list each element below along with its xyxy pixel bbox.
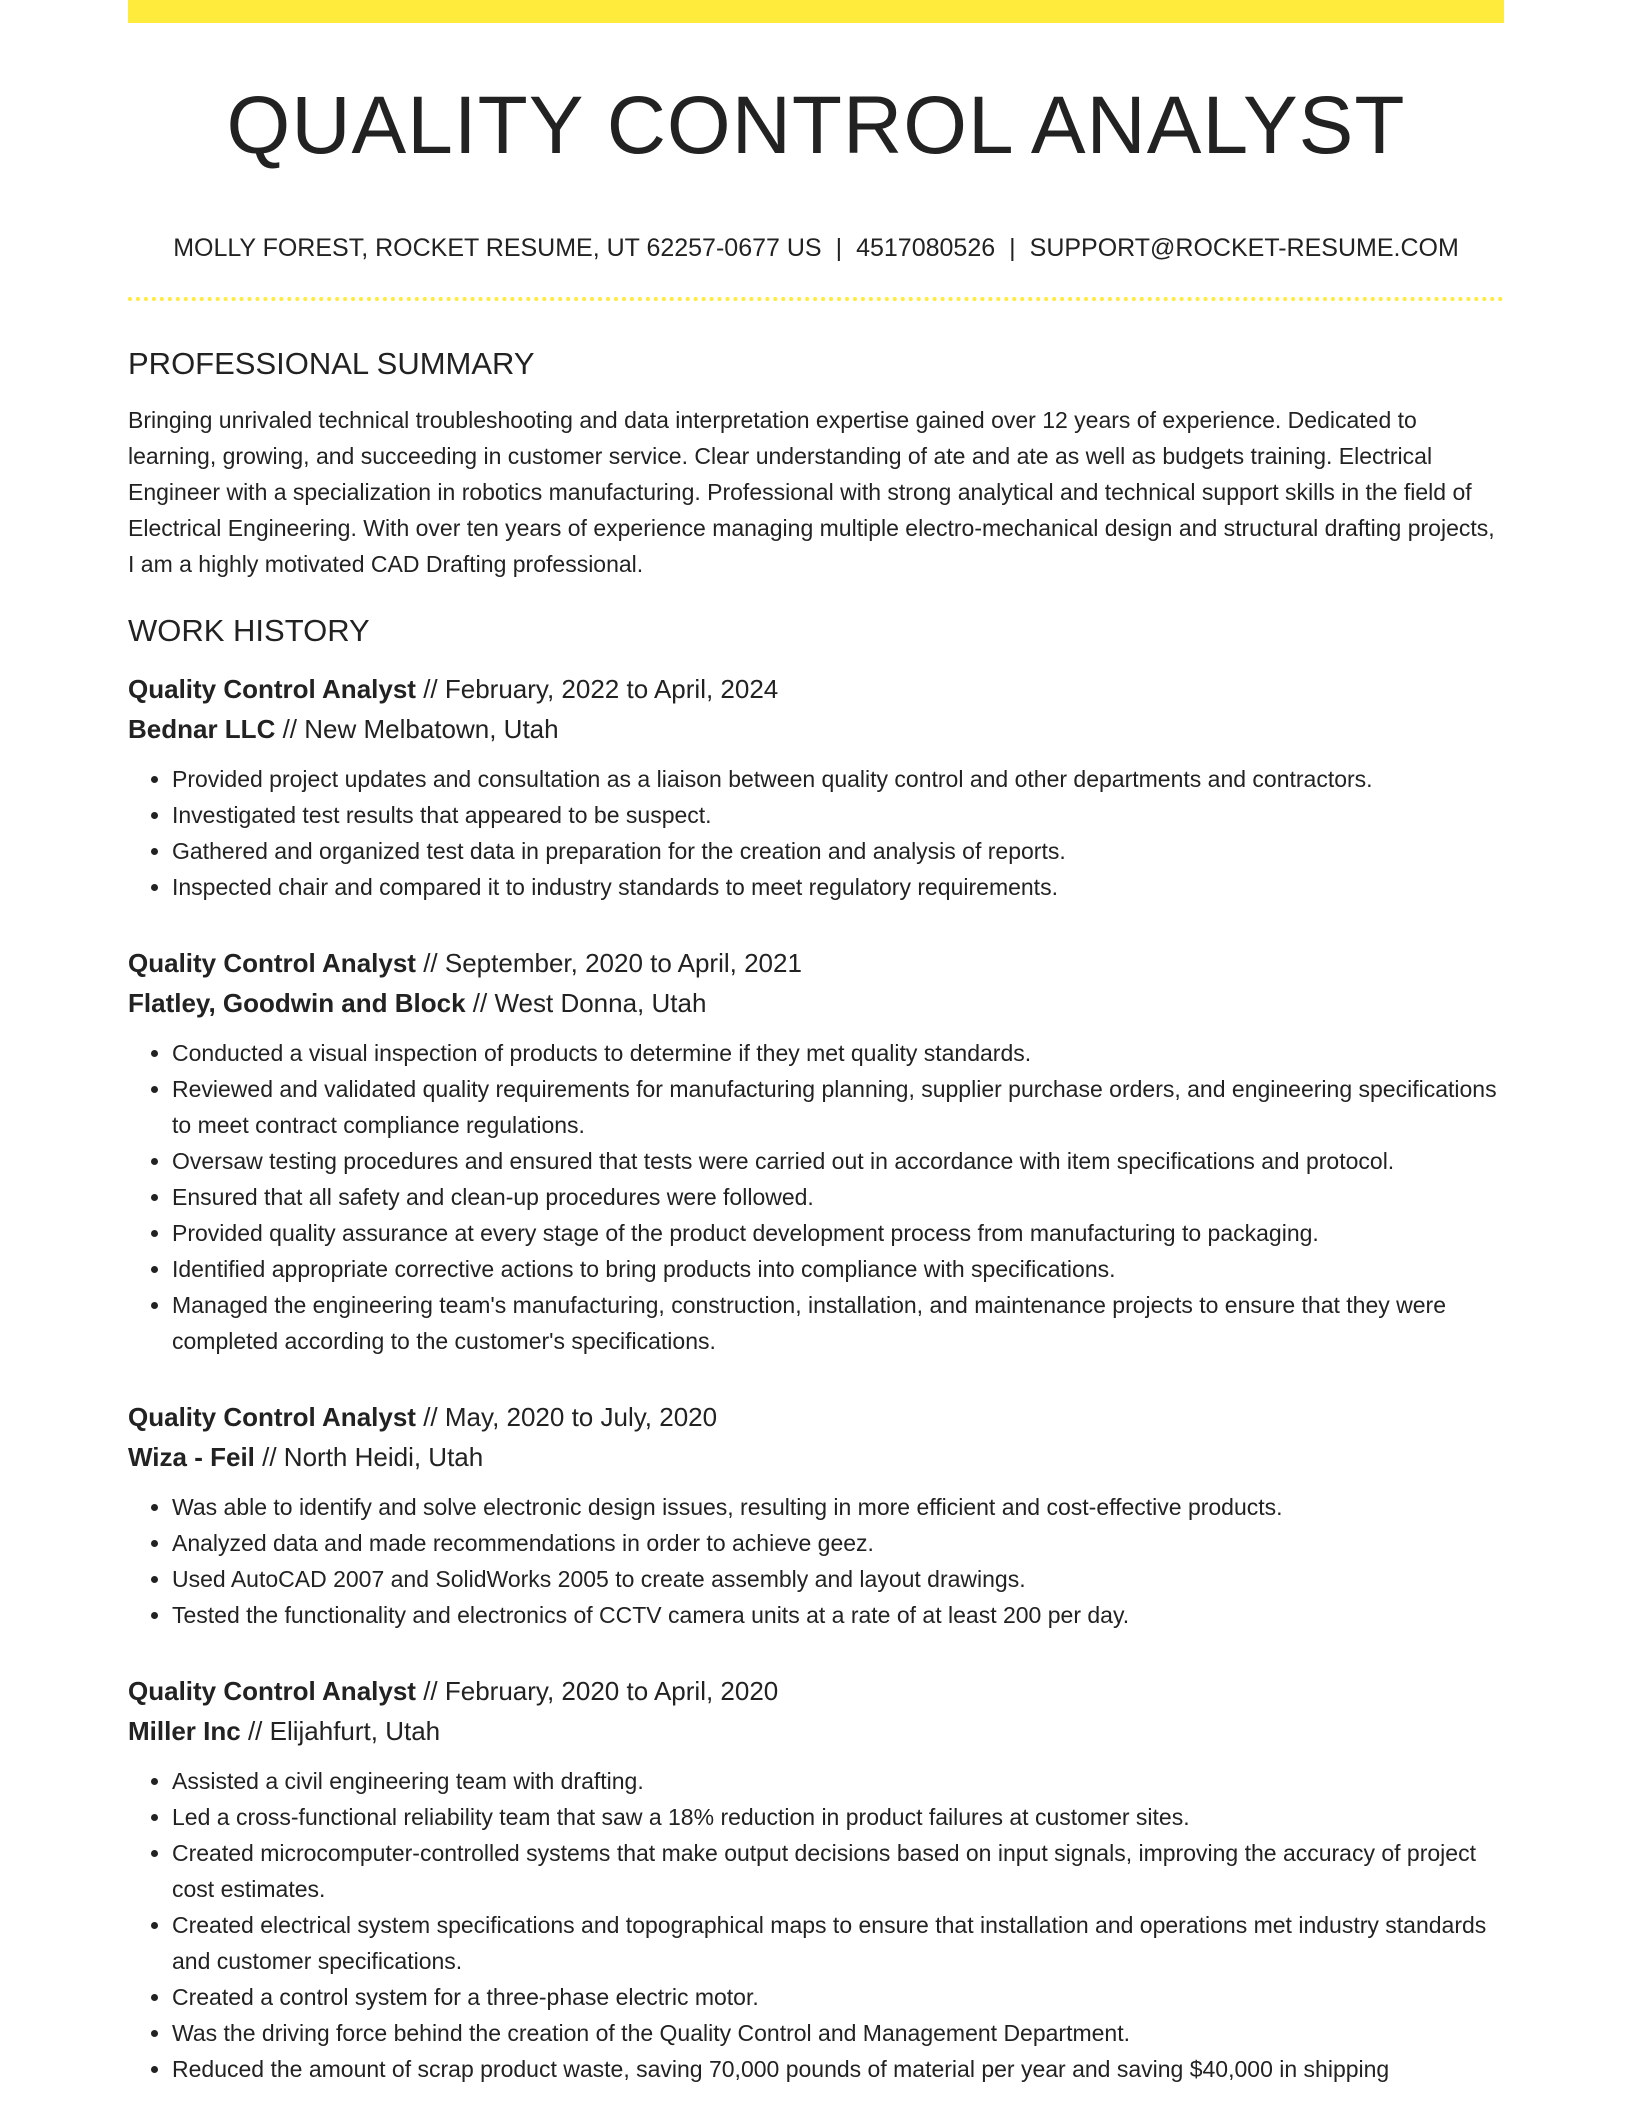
job-bullet-list <box>128 1763 1504 2087</box>
job-bullet: • Reduced the amount of scrap product waste, saving 70,000 pounds of material per year and saving $40,000 in shipping <box>172 2051 1504 2087</box>
job-company-line <box>128 1437 1504 1477</box>
job-title-line <box>128 1671 1504 1711</box>
contact-email: SUPPORT@ROCKET-RESUME.COM <box>1029 234 1459 262</box>
job-bullet: • Reviewed and validated quality requirements for manufacturing planning, supplier purchase orders, and engineering specifications to meet contract compliance regulations. <box>172 1071 1504 1143</box>
job-location: // North Heidi, Utah <box>262 1442 484 1473</box>
job-bullet: • Conducted a visual inspection of products to determine if they met quality standards. <box>172 1035 1504 1071</box>
contact-line <box>128 233 1504 263</box>
job-bullet: • Ensured that all safety and clean-up procedures were followed. <box>172 1179 1504 1215</box>
work-history-list <box>128 669 1504 2087</box>
job-title-line <box>128 1397 1504 1437</box>
job-bullet: • Managed the engineering team's manufacturing, construction, installation, and maintenance projects to ensure that they were completed according to the customer's specifications. <box>172 1287 1504 1359</box>
job-bullet: • Led a cross-functional reliability team that saw a 18% reduction in product failures at customer sites. <box>172 1799 1504 1835</box>
contact-separator: | <box>1009 234 1016 262</box>
job-entry <box>128 943 1504 1359</box>
resume-title: QUALITY CONTROL ANALYST <box>226 80 1406 171</box>
job-dates: // September, 2020 to April, 2021 <box>423 948 802 979</box>
job-bullet: • Assisted a civil engineering team with drafting. <box>172 1763 1504 1799</box>
job-location: // Elijahfurt, Utah <box>247 1716 441 1747</box>
job-bullet: • Created a control system for a three-phase electric motor. <box>172 1979 1504 2015</box>
job-bullet: • Analyzed data and made recommendations in order to achieve geez. <box>172 1525 1504 1561</box>
job-dates: // May, 2020 to July, 2020 <box>423 1402 718 1433</box>
job-bullet: • Created electrical system specifications and topographical maps to ensure that installation and operations met industry standards and customer specifications. <box>172 1907 1504 1979</box>
contact-address: MOLLY FOREST, ROCKET RESUME, UT 62257-0677 US <box>173 234 822 262</box>
work-history-heading: WORK HISTORY <box>128 613 370 649</box>
job-title: Quality Control Analyst <box>128 674 416 705</box>
job-company: Flatley, Goodwin and Block <box>128 988 466 1019</box>
job-company-line <box>128 983 1504 1023</box>
job-entry <box>128 1671 1504 2087</box>
contact-phone: 4517080526 <box>856 234 996 262</box>
job-company: Bednar LLC <box>128 714 276 745</box>
summary-text: Bringing unrivaled technical troubleshooting and data interpretation expertise gained over 12 years of experience. Dedicated to learning, growing, and succeeding in customer service. Clear understanding of ate and ate as well as budgets training. Electrical Engineer with a specialization in robotics manufacturing. Professional with strong analytical and technical support skills in the field of Electrical Engineering. With over ten years of experience managing multiple electro-mechanical design and structural drafting projects, I am a highly motivated CAD Drafting professional. <box>128 407 1495 578</box>
job-title: Quality Control Analyst <box>128 1676 416 1707</box>
job-company-line <box>128 709 1504 749</box>
job-bullet-list <box>128 761 1504 905</box>
job-bullet: • Provided quality assurance at every stage of the product development process from manufacturing to packaging. <box>172 1215 1504 1251</box>
job-bullet-list <box>128 1035 1504 1359</box>
job-location: // New Melbatown, Utah <box>282 714 559 745</box>
job-bullet: • Provided project updates and consultation as a liaison between quality control and other departments and contractors. <box>172 761 1504 797</box>
job-entry <box>128 669 1504 905</box>
job-location: // West Donna, Utah <box>472 988 707 1019</box>
resume-page <box>128 0 1504 2087</box>
job-company: Miller Inc <box>128 1716 241 1747</box>
job-bullet: • Used AutoCAD 2007 and SolidWorks 2005 to create assembly and layout drawings. <box>172 1561 1504 1597</box>
contact-separator: | <box>835 234 843 262</box>
job-title: Quality Control Analyst <box>128 948 416 979</box>
job-title-line <box>128 943 1504 983</box>
job-bullet: • Investigated test results that appeared to be suspect. <box>172 797 1504 833</box>
job-company-line <box>128 1711 1504 1751</box>
job-bullet: • Was the driving force behind the creation of the Quality Control and Management Department. <box>172 2015 1504 2051</box>
job-dates: // February, 2020 to April, 2020 <box>423 1676 779 1707</box>
summary-heading: PROFESSIONAL SUMMARY <box>128 346 535 381</box>
job-title-line <box>128 669 1504 709</box>
dotted-divider <box>128 297 1504 301</box>
job-bullet: • Created microcomputer-controlled systems that make output decisions based on input signals, improving the accuracy of project cost estimates. <box>172 1835 1504 1907</box>
job-bullet: • Was able to identify and solve electronic design issues, resulting in more efficient and cost-effective products. <box>172 1489 1504 1525</box>
job-bullet: • Tested the functionality and electronics of CCTV camera units at a rate of at least 200 per day. <box>172 1597 1504 1633</box>
job-bullet: • Oversaw testing procedures and ensured that tests were carried out in accordance with item specifications and protocol. <box>172 1143 1504 1179</box>
job-bullet: • Identified appropriate corrective actions to bring products into compliance with specifications. <box>172 1251 1504 1287</box>
job-bullet-list <box>128 1489 1504 1633</box>
job-dates: // February, 2022 to April, 2024 <box>423 674 779 705</box>
job-company: Wiza - Feil <box>128 1442 255 1473</box>
top-accent-bar <box>128 0 1504 23</box>
job-title: Quality Control Analyst <box>128 1402 416 1433</box>
job-bullet: • Inspected chair and compared it to industry standards to meet regulatory requirements. <box>172 869 1504 905</box>
job-bullet: • Gathered and organized test data in preparation for the creation and analysis of reports. <box>172 833 1504 869</box>
job-entry <box>128 1397 1504 1633</box>
